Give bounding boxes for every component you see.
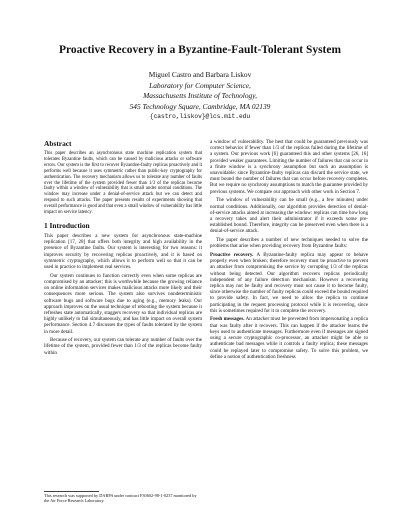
footnote: This research was supported by DARPA under contract F30602-98-1-0237 monitored by the Air Force Research Laboratory.	[44, 493, 197, 504]
affiliation-line-1: Laboratory for Computer Science,	[149, 80, 251, 90]
proactive-recovery-runin: Proactive recovery.	[210, 251, 254, 258]
proactive-recovery-paragraph	[210, 252, 368, 314]
right-paragraph-1: a window of vulnerability. The best that could be guaranteed previously was correct behavior if fewer than 1/3 of the replicas failed during the lifetime of a system. Our previous work [6] guaranteed this and other systems [26, 16] provided weaker guarantees. Limiting the number of failures that can occur in a finite window is a synchrony assumption but such an assumption is unavoidable: since Byzantine-faulty replicas can discard the service state, we must bound the number of failures that can occur before recovery completes. But we require no synchrony assumptions to match the guarantee provided by previous systems. We compare our approach with other work in Section 7.	[210, 139, 368, 195]
right-paragraph-3: The paper describes a number of new techniques needed to solve the problems that arise when providing recovery from Byzantine faults:	[210, 237, 368, 250]
left-column	[44, 139, 202, 358]
fresh-messages-paragraph	[210, 316, 368, 359]
author-names: Miguel Castro and Barbara Liskov	[148, 70, 252, 79]
right-column	[210, 139, 368, 362]
intro-paragraph-2: Our system continues to function correctly even when some replicas are compromised by an attacker; this is worthwhile because the growing reliance on online information services makes malicious attacks more likely and their consequences more serious. The system also survives nondeterministic software bugs and software bugs due to aging (e.g., memory leaks). Our approach improves on the usual technique of rebooting the system because it refreshes state automatically, staggers recovery so that individual replicas are highly unlikely to fail simultaneously, and has little impact on overall system performance. Section 4.7 discusses the types of faults tolerated by the system in more detail.	[44, 272, 202, 335]
affiliation-line-2: Massachusetts Institute of Technology,	[143, 91, 257, 101]
introduction-heading: 1 Introduction	[44, 220, 90, 230]
intro-paragraph-1: This paper describes a new system for asynchronous state-machine replication [17, 28] that offers both integrity and high availability in the presence of Byzantine faults. Our system is interesting for two reasons: it improves security by recovering replicas proactively, and it is based on symmetric cryptography, which allows it to perform well so that it can be used in practice to implement real services.	[44, 232, 202, 270]
paper-title: Proactive Recovery in a Byzantine-Fault-Tolerant System	[58, 44, 342, 56]
right-paragraph-2: The window of vulnerability can be small (e.g., a few minutes) under normal conditions. Additionally, our algorithm provides detection of denial-of-service attacks aimed at increasing the window: replicas can time how long a recovery takes and alert their administrator if it exceeds some pre-established bound. Therefore, integrity can be preserved even when there is a denial-of-service attack.	[210, 197, 368, 235]
author-block	[0, 70, 400, 123]
footnote-rule	[44, 491, 99, 492]
affiliation-line-3: 545 Technology Square, Cambridge, MA 02139	[129, 101, 271, 111]
abstract-text: This paper describes an asynchronous state machine replication system that tolerates Byzantine faults, which can be caused by malicious attacks or software errors. Our system is the first to recover Byzantine-faulty replicas proactively and it performs well because it uses symmetric rather than public-key cryptography for authentication. The recovery mechanism allows us to tolerate any number of faults over the lifetime of the system provided fewer than 1/3 of the replicas become faulty within a window of vulnerability that is small under normal conditions. The window may increase under a denial-of-service attack but we can detect and respond to such attacks. The paper presents results of experiments showing that overall performance is good and that even a small window of vulnerability has little impact on service latency.	[44, 151, 202, 216]
fresh-messages-runin: Fresh messages.	[210, 316, 245, 323]
fresh-messages-text: An attacker must be prevented from impersonating a replica that was faulty after it recovers. This can happen if the attacker learns the keys used to authenticate messages. Furthermore even if messages are signed using a secure cryptographic co-processor, an attacker might be able to authenticate bad messages while it controls a faulty replica; these messages could be replayed later to compromise safety. To solve this problem, we define a notion of authentication freshness	[210, 316, 369, 360]
intro-paragraph-3: Because of recovery, our system can tolerate any number of faults over the lifetime of the system, provided fewer than 1/3 of the replicas become faulty within	[44, 337, 202, 356]
abstract-heading: Abstract	[44, 139, 72, 148]
author-email: {castro,liskov}@lcs.mit.edu	[149, 113, 251, 121]
proactive-recovery-text: A Byzantine-faulty replica may appear to behave properly even when broken; therefore recovery must be proactive to prevent an attacker from compromising the service by corrupting 1/3 of the replicas without being detected. Our algorithm recovers replicas periodically independent of any failure detection mechanism. However a recovering replica may not be faulty and recovery must not cause it to become faulty, since otherwise the number of faulty replicas could exceed the bound required to provide safety. In fact, we need to allow the replica to continue participating in the request processing protocol while it is recovering, since this is sometimes required for it to complete the recovery.	[210, 251, 368, 314]
